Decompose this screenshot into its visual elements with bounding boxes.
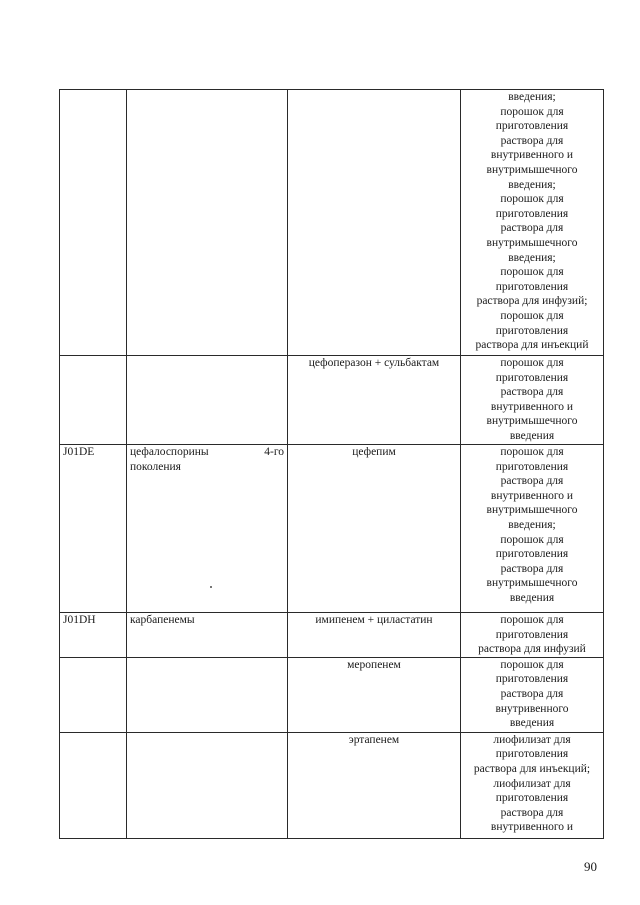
atc-code-cell bbox=[60, 657, 127, 732]
scan-speck bbox=[210, 586, 212, 588]
drug-table bbox=[59, 89, 604, 839]
drug-group-cell: цефалоспорины 4-го поколения bbox=[127, 445, 288, 613]
drug-name-cell: цефоперазон + сульбактам bbox=[288, 356, 461, 445]
table-row bbox=[60, 613, 604, 658]
dosage-form-cell bbox=[461, 613, 604, 658]
drug-name-cell: имипенем + циластатин bbox=[288, 613, 461, 658]
table-row bbox=[60, 90, 604, 356]
drug-name-cell bbox=[288, 90, 461, 356]
drug-group-cell: карбапенемы bbox=[127, 613, 288, 658]
dosage-form-cell bbox=[461, 732, 604, 838]
dosage-form-text: порошок для приготовления раствора для внутривенного и внутримышечного введения; порошок для приготовления раствора для внутримышечного введения bbox=[486, 446, 578, 604]
atc-code-cell bbox=[60, 356, 127, 445]
dosage-form-text: порошок для приготовления раствора для внутривенного введения bbox=[495, 658, 569, 730]
dosage-form-cell bbox=[461, 356, 604, 445]
atc-code-cell: J01DE bbox=[60, 445, 127, 613]
atc-code-cell bbox=[60, 732, 127, 838]
drug-name-cell: эртапенем bbox=[288, 732, 461, 838]
table-row bbox=[60, 732, 604, 838]
table-row bbox=[60, 356, 604, 445]
drug-group-cell bbox=[127, 90, 288, 356]
table-row bbox=[60, 657, 604, 732]
dosage-form-cell bbox=[461, 90, 604, 356]
atc-code-cell: J01DH bbox=[60, 613, 127, 658]
dosage-form-cell bbox=[461, 445, 604, 613]
dosage-form-text: введения; порошок для приготовления раствора для внутривенного и внутримышечного введения; порошок для приготовления раствора для внутримышечного введения; порошок для приготовления раствора для инфузий; порошок для приготовления раствора для инъекций bbox=[475, 91, 589, 352]
dosage-form-text: порошок для приготовления раствора для внутривенного и внутримышечного введения bbox=[486, 357, 578, 442]
drug-name-cell: меропенем bbox=[288, 657, 461, 732]
drug-group-cell bbox=[127, 657, 288, 732]
atc-code-cell bbox=[60, 90, 127, 356]
drug-group-cell bbox=[127, 732, 288, 838]
page-number: 90 bbox=[584, 859, 597, 874]
dosage-form-cell bbox=[461, 657, 604, 732]
dosage-form-text: лиофилизат для приготовления раствора для инъекций; лиофилизат для приготовления раствора для внутривенного и bbox=[473, 733, 591, 834]
drug-group-cell bbox=[127, 356, 288, 445]
table-row bbox=[60, 445, 604, 613]
dosage-form-text: порошок для приготовления раствора для инфузий bbox=[478, 614, 586, 656]
drug-name-cell: цефепим bbox=[288, 445, 461, 613]
